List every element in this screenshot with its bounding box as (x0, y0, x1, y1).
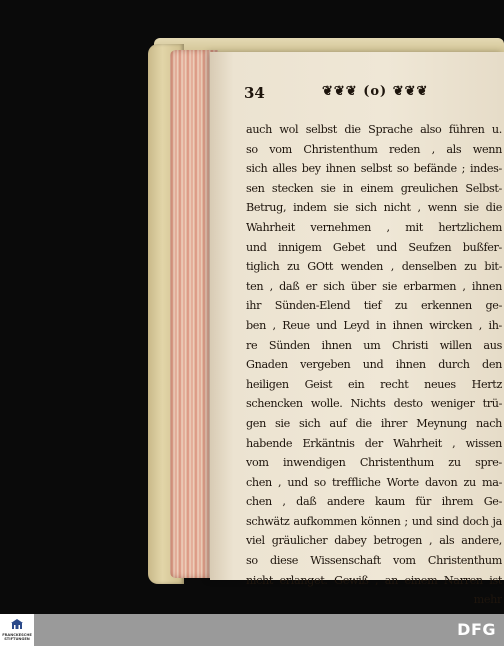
footer-bar (0, 614, 504, 646)
text-line: ten , daß er sich über sie erbarmen , ihnen (246, 279, 502, 293)
logo-label: FRANCKESCHE STIFTUNGEN (2, 633, 32, 642)
building-icon (11, 618, 23, 630)
text-line: schwätz aufkommen können ; und sind doch ja (246, 514, 502, 528)
book-page (210, 52, 504, 607)
book (148, 38, 504, 607)
text-line: so diese Wissenschaft vom Christenthum (246, 554, 502, 568)
text-line: ihr Sünden-Elend tief zu erkennen ge- (246, 299, 502, 313)
institution-logo[interactable] (0, 614, 34, 646)
page-number: 34 (244, 84, 265, 102)
text-line: tiglich zu GOtt wenden , denselben zu bit- (246, 260, 502, 274)
text-line: Wahrheit vernehmen , mit hertzlichem (246, 220, 502, 234)
text-line: nicht erlanget. Gewiß , an einem Narren ist (246, 573, 502, 587)
text-line: so vom Christenthum reden , als wenn (246, 142, 502, 156)
dfg-logo[interactable]: DFG (457, 620, 496, 639)
header-ornament: ❦❦❦ (o) ❦❦❦ (322, 84, 429, 99)
text-line: ben , Reue und Leyd in ihnen wircken , ih- (246, 318, 502, 332)
text-line: vom inwendigen Christenthum zu spre- (246, 456, 502, 470)
text-line: auch wol selbst die Sprache also führen u. (246, 123, 502, 136)
text-line: Betrug, indem sie sich nicht , wenn sie die (246, 201, 502, 215)
page-header (210, 84, 504, 108)
text-line: heiligen Geist ein recht neues Hertz (246, 377, 502, 391)
text-line: viel gräulicher dabey betrogen , als andere, (246, 534, 502, 548)
text-line: re Sünden ihnen um Christi willen aus (246, 338, 502, 352)
text-line: schencken wolle. Nichts desto weniger trü- (246, 397, 502, 411)
page-text (246, 120, 502, 610)
text-line: sich alles bey ihnen selbst so befände ; indes- (246, 162, 502, 176)
text-line: habende Erkäntnis der Wahrheit , wissen (246, 436, 502, 450)
text-line: und innigem Gebet und Seufzen bußfer- (246, 240, 502, 254)
text-line: Gnaden vergeben und ihnen durch den (246, 358, 502, 372)
text-line: gen sie sich auf die ihrer Meynung nach (246, 416, 502, 430)
catchword: mehr (473, 593, 502, 607)
text-line: sen stecken sie in einem greulichen Selbst- (246, 181, 502, 195)
text-line: chen , und so treffliche Worte davon zu ma- (246, 475, 502, 489)
text-line: chen , daß andere kaum für ihrem Ge- (246, 495, 502, 509)
